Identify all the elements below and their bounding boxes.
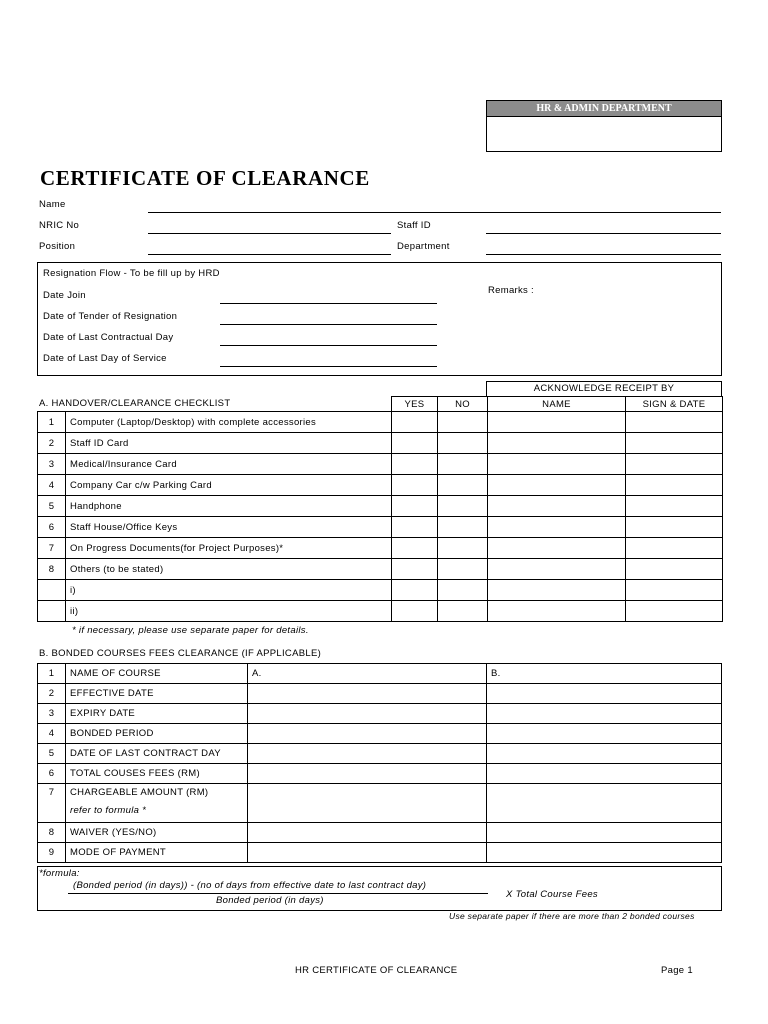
checklist-row-item: Handphone <box>66 496 392 517</box>
checklist-sign-cell[interactable] <box>626 475 723 496</box>
page-number: Page 1 <box>661 965 693 976</box>
checklist-row-item: Staff House/Office Keys <box>66 517 392 538</box>
nric-field[interactable] <box>148 233 391 234</box>
bonded-row-label: BONDED PERIOD <box>70 728 154 739</box>
bonded-course-a-cell[interactable]: A. <box>248 664 487 684</box>
checklist-row-number: 4 <box>38 475 66 496</box>
checklist-name-cell[interactable] <box>488 454 626 475</box>
nric-label: NRIC No <box>39 220 80 231</box>
checklist-yes-cell[interactable] <box>392 412 438 433</box>
checklist-yes-cell[interactable] <box>392 559 438 580</box>
checklist-row <box>38 496 723 517</box>
checklist-row <box>38 601 723 622</box>
bonded-row-number: 4 <box>38 724 66 744</box>
dept-box-title: HR & ADMIN DEPARTMENT <box>487 101 721 117</box>
bonded-row-number: 3 <box>38 704 66 724</box>
checklist-sign-cell[interactable] <box>626 601 723 622</box>
checklist-name-cell[interactable] <box>488 538 626 559</box>
bonded-course-b-cell[interactable]: B. <box>487 664 722 684</box>
checklist-row-number: 8 <box>38 559 66 580</box>
checklist-row-item: Staff ID Card <box>66 433 392 454</box>
checklist-row-number: 6 <box>38 517 66 538</box>
checklist-row <box>38 433 723 454</box>
checklist-name-cell[interactable] <box>488 433 626 454</box>
checklist-title: A. HANDOVER/CLEARANCE CHECKLIST <box>39 398 231 409</box>
checklist-no-cell[interactable] <box>438 412 488 433</box>
bonded-course-a-cell[interactable] <box>248 724 487 744</box>
date-tender-field[interactable] <box>220 324 437 325</box>
bonded-course-b-cell[interactable] <box>487 764 722 784</box>
checklist-name-cell[interactable] <box>488 496 626 517</box>
checklist-row-item: Others (to be stated) <box>66 559 392 580</box>
date-last-service-label: Date of Last Day of Service <box>43 353 167 364</box>
bonded-row-item <box>66 704 248 724</box>
checklist-no-cell[interactable] <box>438 517 488 538</box>
bonded-course-b-cell[interactable] <box>487 823 722 843</box>
page-title: CERTIFICATE OF CLEARANCE <box>40 166 370 190</box>
checklist-name-cell[interactable] <box>488 412 626 433</box>
bonded-row-label: NAME OF COURSE <box>70 668 161 679</box>
bonded-row <box>38 724 722 744</box>
checklist-name-cell[interactable] <box>488 475 626 496</box>
remarks-label: Remarks : <box>488 285 534 296</box>
checklist-body <box>38 412 723 622</box>
bonded-course-a-cell[interactable] <box>248 843 487 863</box>
checklist-no-cell[interactable] <box>438 454 488 475</box>
staff-id-field[interactable] <box>486 233 721 234</box>
bonded-course-a-cell[interactable] <box>248 784 487 823</box>
name-field[interactable] <box>148 212 721 213</box>
bonded-row <box>38 704 722 724</box>
checklist-no-cell[interactable] <box>438 580 488 601</box>
checklist-yes-cell[interactable] <box>392 538 438 559</box>
checklist-yes-cell[interactable] <box>392 433 438 454</box>
checklist-sign-cell[interactable] <box>626 517 723 538</box>
checklist-no-cell[interactable] <box>438 559 488 580</box>
checklist-row-item: Medical/Insurance Card <box>66 454 392 475</box>
name-label: Name <box>39 199 66 210</box>
checklist-sign-cell[interactable] <box>626 454 723 475</box>
checklist-row-item: Company Car c/w Parking Card <box>66 475 392 496</box>
checklist-sign-cell[interactable] <box>626 496 723 517</box>
bonded-row-item <box>66 784 248 823</box>
checklist-row-number <box>38 580 66 601</box>
bonded-row-sublabel: refer to formula * <box>70 805 147 816</box>
bonded-course-b-cell[interactable] <box>487 744 722 764</box>
checklist-row-number: 7 <box>38 538 66 559</box>
date-tender-label: Date of Tender of Resignation <box>43 311 178 322</box>
bonded-body <box>38 664 722 863</box>
checklist-yes-cell[interactable] <box>392 496 438 517</box>
checklist-yes-cell[interactable] <box>392 454 438 475</box>
bonded-row-item <box>66 744 248 764</box>
checklist-name-cell[interactable] <box>488 601 626 622</box>
checklist-name-cell[interactable] <box>488 517 626 538</box>
staff-id-label: Staff ID <box>397 220 431 231</box>
bonded-row-item <box>66 843 248 863</box>
checklist-row-number: 3 <box>38 454 66 475</box>
bonded-row-label: WAIVER (YES/NO) <box>70 827 157 838</box>
bonded-row-number: 2 <box>38 684 66 704</box>
bonded-row-item <box>66 823 248 843</box>
bonded-row-number: 6 <box>38 764 66 784</box>
checklist-row-number: 2 <box>38 433 66 454</box>
dept-box <box>486 100 722 152</box>
bonded-course-b-cell[interactable] <box>487 784 722 823</box>
bonded-row <box>38 764 722 784</box>
checklist-row <box>38 412 723 433</box>
date-join-field[interactable] <box>220 303 437 304</box>
bonded-table <box>37 663 722 863</box>
bonded-course-a-cell[interactable] <box>248 704 487 724</box>
checklist-name-cell[interactable] <box>488 580 626 601</box>
department-label: Department <box>397 241 450 252</box>
checklist-row-item: i) <box>66 580 392 601</box>
date-last-contract-field[interactable] <box>220 345 437 346</box>
col-sign-header: SIGN & DATE <box>626 397 723 412</box>
bonded-row-label: EFFECTIVE DATE <box>70 688 154 699</box>
checklist-sign-cell[interactable] <box>626 538 723 559</box>
resignation-heading: Resignation Flow - To be fill up by HRD <box>43 268 220 279</box>
bonded-row <box>38 684 722 704</box>
bonded-title: B. BONDED COURSES FEES CLEARANCE (IF APPLICABLE) <box>39 648 322 659</box>
checklist-row-item: Computer (Laptop/Desktop) with complete accessories <box>66 412 392 433</box>
checklist-yes-cell[interactable] <box>392 580 438 601</box>
bonded-row-item <box>66 684 248 704</box>
checklist-row-number: 1 <box>38 412 66 433</box>
col-name-header: NAME <box>488 397 626 412</box>
department-field[interactable] <box>486 254 721 255</box>
bonded-row <box>38 784 722 823</box>
bonded-row <box>38 664 722 684</box>
bonded-row-number: 9 <box>38 843 66 863</box>
checklist-row <box>38 454 723 475</box>
bonded-row-label: EXPIRY DATE <box>70 708 136 719</box>
bonded-row-item <box>66 664 248 684</box>
checklist-yes-cell[interactable] <box>392 475 438 496</box>
formula-denominator: Bonded period (in days) <box>216 895 324 906</box>
bonded-row <box>38 744 722 764</box>
col-no-header: NO <box>438 397 488 412</box>
checklist-row <box>38 517 723 538</box>
checklist-sign-cell[interactable] <box>626 559 723 580</box>
checklist-footnote: * if necessary, please use separate paper for details. <box>72 625 309 636</box>
bonded-course-a-cell[interactable] <box>248 823 487 843</box>
formula-numerator: (Bonded period (in days)) - (no of days from effective date to last contract day) <box>73 880 427 891</box>
checklist-name-cell[interactable] <box>488 559 626 580</box>
bonded-row-item <box>66 724 248 744</box>
checklist-yes-cell[interactable] <box>392 517 438 538</box>
checklist-sign-cell[interactable] <box>626 412 723 433</box>
position-label: Position <box>39 241 76 252</box>
checklist-sign-cell[interactable] <box>626 433 723 454</box>
checklist-row-number <box>38 601 66 622</box>
formula-label: *formula: <box>39 868 80 879</box>
bonded-row-label: MODE OF PAYMENT <box>70 847 166 858</box>
checklist-yes-cell[interactable] <box>392 601 438 622</box>
checklist-row-item: ii) <box>66 601 392 622</box>
bonded-course-a-cell[interactable] <box>248 684 487 704</box>
formula-fraction-line <box>68 893 488 894</box>
bonded-course-b-cell[interactable] <box>487 843 722 863</box>
checklist-no-cell[interactable] <box>438 538 488 559</box>
checklist-row <box>38 580 723 601</box>
bonded-course-a-cell[interactable] <box>248 744 487 764</box>
bonded-course-b-cell[interactable] <box>487 684 722 704</box>
bonded-row-number: 5 <box>38 744 66 764</box>
formula-multiplier: X Total Course Fees <box>506 889 598 900</box>
bonded-row <box>38 843 722 863</box>
formula-note: Use separate paper if there are more than 2 bonded courses <box>449 911 695 921</box>
checklist-row <box>38 559 723 580</box>
date-last-service-field[interactable] <box>220 366 437 367</box>
checklist-no-cell[interactable] <box>438 475 488 496</box>
bonded-row-label: DATE OF LAST CONTRACT DAY <box>70 748 221 759</box>
position-field[interactable] <box>148 254 391 255</box>
checklist-table <box>37 396 723 622</box>
bonded-row <box>38 823 722 843</box>
bonded-course-b-cell[interactable] <box>487 724 722 744</box>
ack-header: ACKNOWLEDGE RECEIPT BY <box>486 381 722 397</box>
checklist-row-number: 5 <box>38 496 66 517</box>
checklist-row <box>38 475 723 496</box>
date-join-label: Date Join <box>43 290 86 301</box>
bonded-course-b-cell[interactable] <box>487 704 722 724</box>
col-yes-header: YES <box>392 397 438 412</box>
bonded-course-a-cell[interactable] <box>248 764 487 784</box>
bonded-row-number: 1 <box>38 664 66 684</box>
checklist-sign-cell[interactable] <box>626 580 723 601</box>
checklist-row <box>38 538 723 559</box>
footer-title: HR CERTIFICATE OF CLEARANCE <box>295 965 458 976</box>
checklist-row-item: On Progress Documents(for Project Purposes)* <box>66 538 392 559</box>
bonded-row-number: 7 <box>38 784 66 823</box>
checklist-no-cell[interactable] <box>438 601 488 622</box>
bonded-row-item <box>66 764 248 784</box>
date-last-contract-label: Date of Last Contractual Day <box>43 332 174 343</box>
checklist-no-cell[interactable] <box>438 496 488 517</box>
bonded-row-label: CHARGEABLE AMOUNT (RM) <box>70 787 209 798</box>
checklist-no-cell[interactable] <box>438 433 488 454</box>
bonded-row-number: 8 <box>38 823 66 843</box>
bonded-row-label: TOTAL COUSES FEES (RM) <box>70 768 200 779</box>
